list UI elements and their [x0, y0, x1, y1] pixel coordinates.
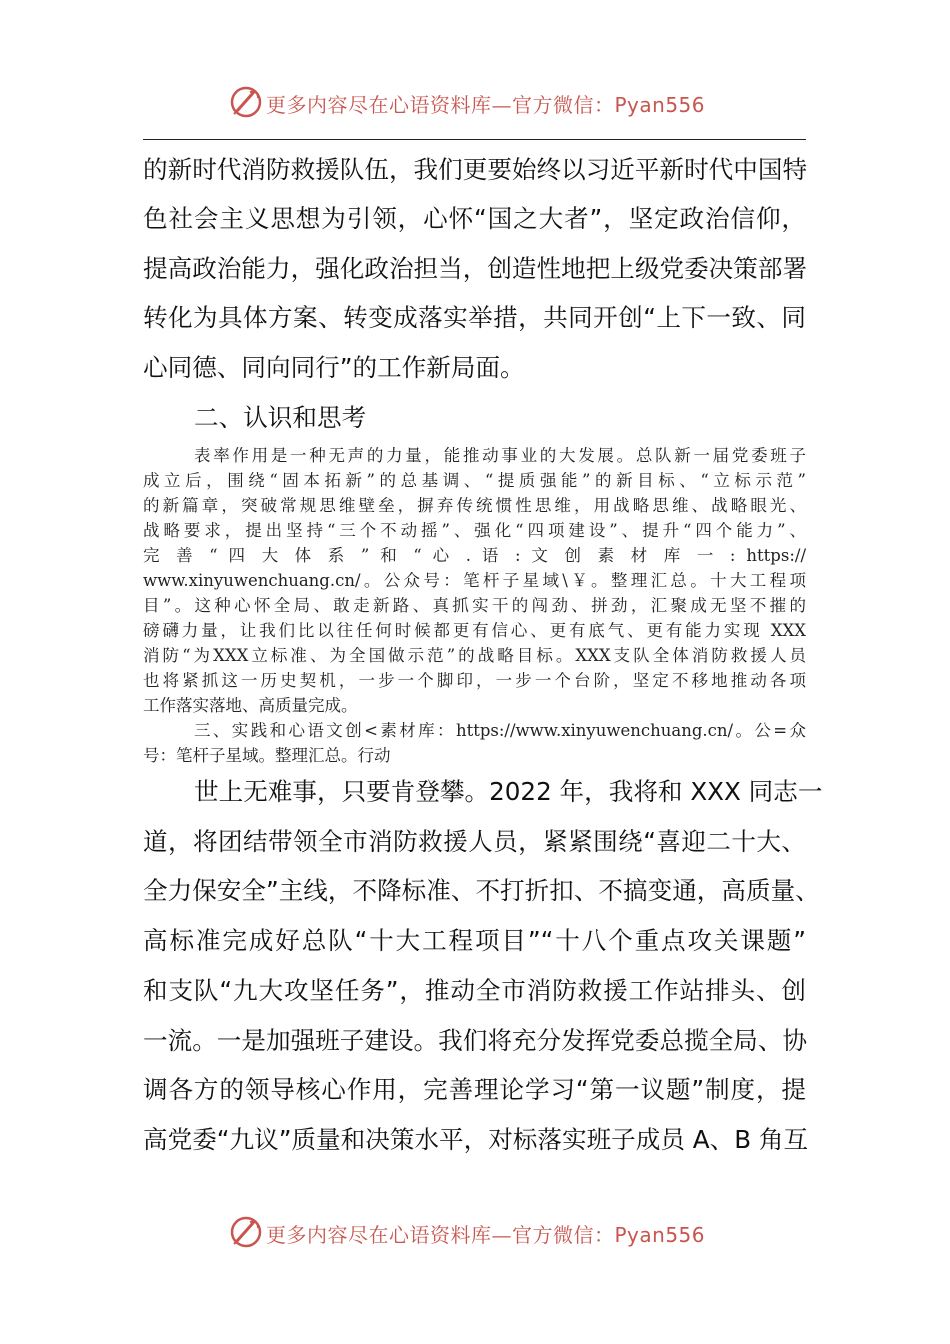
pen-logo-icon	[228, 84, 264, 120]
para3-line: 一流。一是加强班子建设。我们将充分发挥党委总揽全局、协	[143, 1026, 808, 1055]
para3-line: 高标准完成好总队“十大工程项目”“十八个重点攻关课题”	[143, 926, 806, 955]
header-banner-text: 更多内容尽在心语资料库—官方微信：Pyan556	[266, 93, 706, 117]
para2-line: 表率作用是一种无声的力量，能推动事业的大发展。总队新一届党委班子	[194, 446, 806, 465]
para3-line: 高党委“九议”质量和决策水平，对标落实班子成员 A、B 角互	[143, 1125, 809, 1154]
para3-line: 全力保安全”主线，不降标准、不打折扣、不搞变通，高质量、	[143, 876, 820, 905]
para3-line: 世上无难事，只要肯登攀。2022 年，我将和 XXX 同志一	[194, 777, 823, 806]
para2-line: 战略要求，提出坚持“三个不动摇”、强化“四项建设”、提升“四个能力”、	[143, 521, 806, 540]
para1-line: 心同德、同向同行”的工作新局面。	[143, 353, 525, 382]
para1-line: 的新时代消防救援队伍，我们更要始终以习近平新时代中国特	[143, 155, 808, 184]
para3-line: 调各方的领导核心作用，完善理论学习“第一议题”制度，提	[143, 1075, 806, 1104]
footer-banner-text: 更多内容尽在心语资料库—官方微信：Pyan556	[266, 1223, 706, 1247]
para2-line: 磅礴力量，让我们比以往任何时候都更有信心、更有底气、更有能力实现 XXX	[143, 621, 806, 640]
para2-line: 工作落实落地、高质量完成。	[143, 696, 358, 715]
para2-line: 完 善 “ 四 大 体 系 ” 和 “ 心 . 语 : 文 创 素 材 库 一 : https://	[143, 546, 806, 565]
pen-logo-icon	[228, 1214, 264, 1250]
para1-line: 提高政治能力，强化政治担当，创造性地把上级党委决策部署	[143, 254, 808, 283]
para2-line: 号：笔杆子星域。整理汇总。行动	[143, 746, 391, 765]
para2-line: 消防“为XXX立标准、为全国做示范”的战略目标。XXX支队全体消防救援人员	[143, 646, 806, 665]
header-banner	[0, 82, 950, 122]
para1-line: 色社会主义思想为引领，心怀“国之大者”，坚定政治信仰，	[143, 204, 806, 233]
para3-line: 道，将团结带领全市消防救援人员，紧紧围绕“喜迎二十大、	[143, 827, 806, 856]
para2-line: 成立后，围绕“固本拓新”的总基调、“提质强能”的新目标、“立标示范”	[143, 471, 806, 490]
para2-line: www.xinyuwenchuang.cn/。公众号：笔杆子星域\￥。整理汇总。十大工程项	[143, 571, 806, 590]
section-heading: 二、认识和思考	[194, 403, 367, 432]
para2-line: 三、实践和心语文创<素材库：https://www.xinyuwenchuang.cn/。公=众	[194, 721, 806, 740]
para2-line: 也将紧抓这一历史契机，一步一个脚印，一步一个台阶，坚定不移地推动各项	[143, 671, 806, 690]
para3-line: 和支队“九大攻坚任务”，推动全市消防救援工作站排头、创	[143, 976, 806, 1005]
para1-line: 转化为具体方案、转变成落实举措，共同开创“上下一致、同	[143, 303, 806, 332]
para2-line: 目”。这种心怀全局、敢走新路、真抓实干的闯劲、拼劲，汇聚成无坚不摧的	[143, 596, 806, 615]
footer-banner	[0, 1212, 950, 1252]
header-divider	[143, 139, 806, 140]
para2-line: 的新篇章，突破常规思维壁垒，摒弃传统惯性思维，用战略思维、战略眼光、	[143, 496, 806, 515]
